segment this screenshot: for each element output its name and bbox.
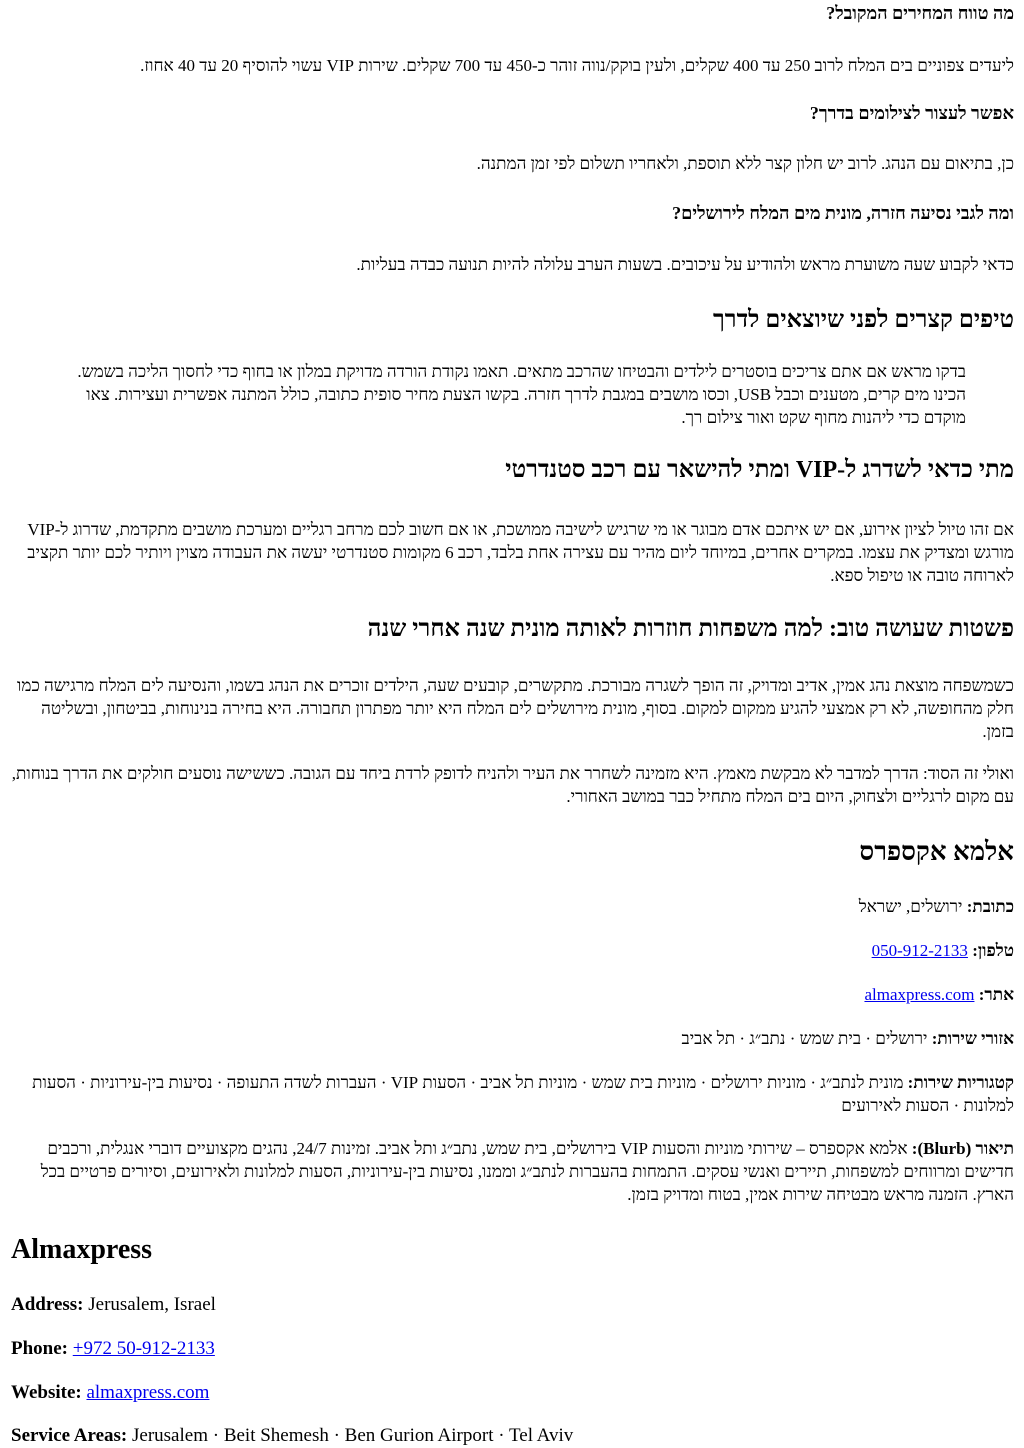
business-en: [0, 1233, 1024, 1267]
area-item: נתב״ג: [749, 1029, 786, 1048]
phone-link[interactable]: 050-912-2133: [871, 941, 968, 960]
tips-body: בדקו מראש אם אתם צריכים בוסטרים לילדים והבטיחו שהרכב מתאים. תאמו נקודת הורדה מדויקת במלון או בחוף כדי לחסוך הליכה בשמש. הכינו מים קרים, מטענים וכבל USB, וכסו מושבים במגבת לדרך חזרה. בקשו הצעת מחיר סופית כתובה, כולל המתנה אפשרית ועצירות. צאו מוקדם כדי ליהנות מחוף שקט ואור צילום רך.: [77, 362, 966, 427]
area-item: ירושלים: [875, 1029, 928, 1048]
vip-section: [0, 455, 1024, 485]
business-name-en: Almaxpress: [11, 1234, 153, 1265]
section-heading: מתי כדאי לשדרג ל-VIP ומתי להישאר עם רכב סטנדרטי: [505, 457, 1014, 483]
blurb-label: תיאור (Blurb):: [911, 1139, 1014, 1158]
business-areas: [0, 1027, 1024, 1050]
simple-section: [0, 614, 1024, 644]
address-label: כתובת:: [966, 897, 1014, 916]
category-item: הסעות VIP: [390, 1073, 467, 1092]
tips-quote: [0, 360, 1024, 429]
faq-question: אפשר לעצור לצילומים בדרך?: [809, 103, 1014, 123]
faq-item-3: [0, 202, 1024, 224]
simple-para-1: [0, 674, 1024, 743]
section-heading: טיפים קצרים לפני שיוצאים לדרך: [713, 307, 1014, 333]
website-link[interactable]: almaxpress.com: [864, 985, 975, 1004]
section-heading: פשטות שעושה טוב: למה משפחות חוזרות לאותה מונית שנה אחרי שנה: [367, 616, 1014, 642]
area-item-en: Beit Shemesh: [223, 1425, 329, 1446]
website-label: אתר:: [978, 985, 1014, 1004]
business-address: [0, 895, 1024, 918]
address-label-en: Address:: [11, 1294, 84, 1315]
area-item: תל אביב: [681, 1029, 736, 1048]
business-phone: [0, 939, 1024, 962]
business-phone-en: [0, 1336, 1024, 1361]
area-item-en: Ben Gurion Airport: [344, 1425, 494, 1446]
phone-link-en[interactable]: +972 50-912-2133: [72, 1338, 215, 1359]
faq-answer-2: [0, 152, 1024, 175]
vip-body-wrap: [0, 518, 1024, 587]
area-item-en: Jerusalem: [132, 1425, 208, 1446]
areas-label: אזורי שירות:: [931, 1029, 1014, 1048]
category-item: הסעות לאירועים: [841, 1096, 950, 1115]
business-categories: [0, 1071, 1024, 1117]
business-blurb: [0, 1137, 1024, 1206]
simple-para-2: [0, 762, 1024, 808]
faq-answer-1: [0, 54, 1024, 77]
faq-answer: כדאי לקבוע שעה משוערת מראש ולהודיע על עיכובים. בשעות הערב עלולה להיות תנועה כבדה בעליות.: [356, 255, 1014, 274]
vip-body: אם זהו טיול לציון אירוע, אם יש איתכם אדם מבוגר או מי שרגיש לישיבה ממושכת, או אם חשוב לכם מרחב רגליים ומערכת מושבים מתקדמת, שדרוג ל-VIP מורגש ומצדיק את עצמו. במקרים אחרים, במיוחד ליום מהיר עם עצירה אחת בלבד, רכב 6 מקומות סטנדרטי יעשה את העבודה מצוין ויותיר לכם יותר תקציב לארוחה טובה או טיפול ספא.: [27, 520, 1014, 585]
faq-question: מה טווח המחירים המקובל?: [826, 3, 1014, 23]
faq-question: ומה לגבי נסיעה חזרה, מונית מים המלח לירושלים?: [672, 203, 1014, 223]
website-label-en: Website:: [11, 1382, 82, 1403]
faq-answer: כן, בתיאום עם הנהג. לרוב יש חלון קצר ללא תוספת, ולאחריו תשלום לפי זמן המתנה.: [476, 154, 1014, 173]
faq-item-2: [0, 102, 1024, 124]
area-item: בית שמש: [799, 1029, 862, 1048]
business-he: [0, 836, 1024, 868]
blurb-text: אלמא אקספרס – שירותי מוניות והסעות VIP בירושלים, בית שמש, נתב״ג ותל אביב. זמינות 24/7, נהגים מקצועיים דוברי אנגלית, ורכבים חדישים ומרווחים למשפחות, תיירים ואנשי עסקים. התמחות בהעברות לנתב״ג וממנו, נסיעות בין-עירוניות, הסעות למלונות ולאירועים, וסיורים פרטיים בכל הארץ. הזמנה מראש מבטיחה שירות אמין, בטוח ומדויק בזמן.: [40, 1139, 1014, 1204]
faq-item-1: [0, 2, 1024, 24]
phone-label: טלפון:: [972, 941, 1014, 960]
faq-answer-3: [0, 253, 1024, 276]
paragraph: ואולי זה הסוד: הדרך למדבר לא מבקשת מאמץ. היא מזמינה לשחרר את העיר ולהניח לדופק לרדת ביחד עם הגובה. כששישה נוסעים חולקים את הדרך בנוחות, עם מקום לרגליים ולצחוק, היום בים המלח מתחיל כבר במושב האחורי.: [11, 764, 1014, 806]
address-value: ירושלים, ישראל: [858, 897, 963, 916]
paragraph: כשמשפחה מוצאת נהג אמין, אדיב ומדויק, זה הופך לשגרה מבורכת. מתקשרים, קובעים שעה, הילדים זוכרים את הנהג בשמו, והנסיעה לים המלח מרגישה כמו חלק מהחופשה, לא רק אמצעי להגיע ממקום למקום. בסוף, מונית מירושלים לים המלח היא יותר מפתרון תחבורה. היא בחירה בנינוחות, בביטחון, ובשליטה בזמן.: [17, 676, 1014, 741]
category-item: מוניות ירושלים: [710, 1073, 807, 1092]
category-item: מוניות בית שמש: [591, 1073, 697, 1092]
phone-label-en: Phone:: [11, 1338, 68, 1359]
category-item: הסעות למלונות: [32, 1073, 1014, 1115]
categories-label: קטגוריות שירות:: [907, 1073, 1014, 1092]
business-website-en: [0, 1380, 1024, 1405]
business-areas-en: [0, 1423, 1024, 1448]
areas-label-en: Service Areas:: [11, 1425, 128, 1446]
category-item: נסיעות בין-עירוניות: [90, 1073, 213, 1092]
tips-section: [0, 305, 1024, 335]
area-item-en: Tel Aviv: [508, 1425, 574, 1446]
category-item: מונית לנתב״ג: [820, 1073, 904, 1092]
business-address-en: [0, 1292, 1024, 1317]
address-value-en: Jerusalem, Israel: [88, 1294, 216, 1315]
business-name: אלמא אקספרס: [859, 837, 1014, 866]
website-link-en[interactable]: almaxpress.com: [86, 1382, 210, 1403]
business-website: [0, 983, 1024, 1006]
category-item: העברות לשדה התעופה: [226, 1073, 377, 1092]
category-item: מוניות תל אביב: [480, 1073, 578, 1092]
faq-answer: ליעדים צפוניים בים המלח לרוב 250 עד 400 שקלים, ולעין בוקק/נווה זוהר כ-450 עד 700 שקלים. שירות VIP עשוי להוסיף 20 עד 40 אחוז.: [140, 56, 1014, 75]
